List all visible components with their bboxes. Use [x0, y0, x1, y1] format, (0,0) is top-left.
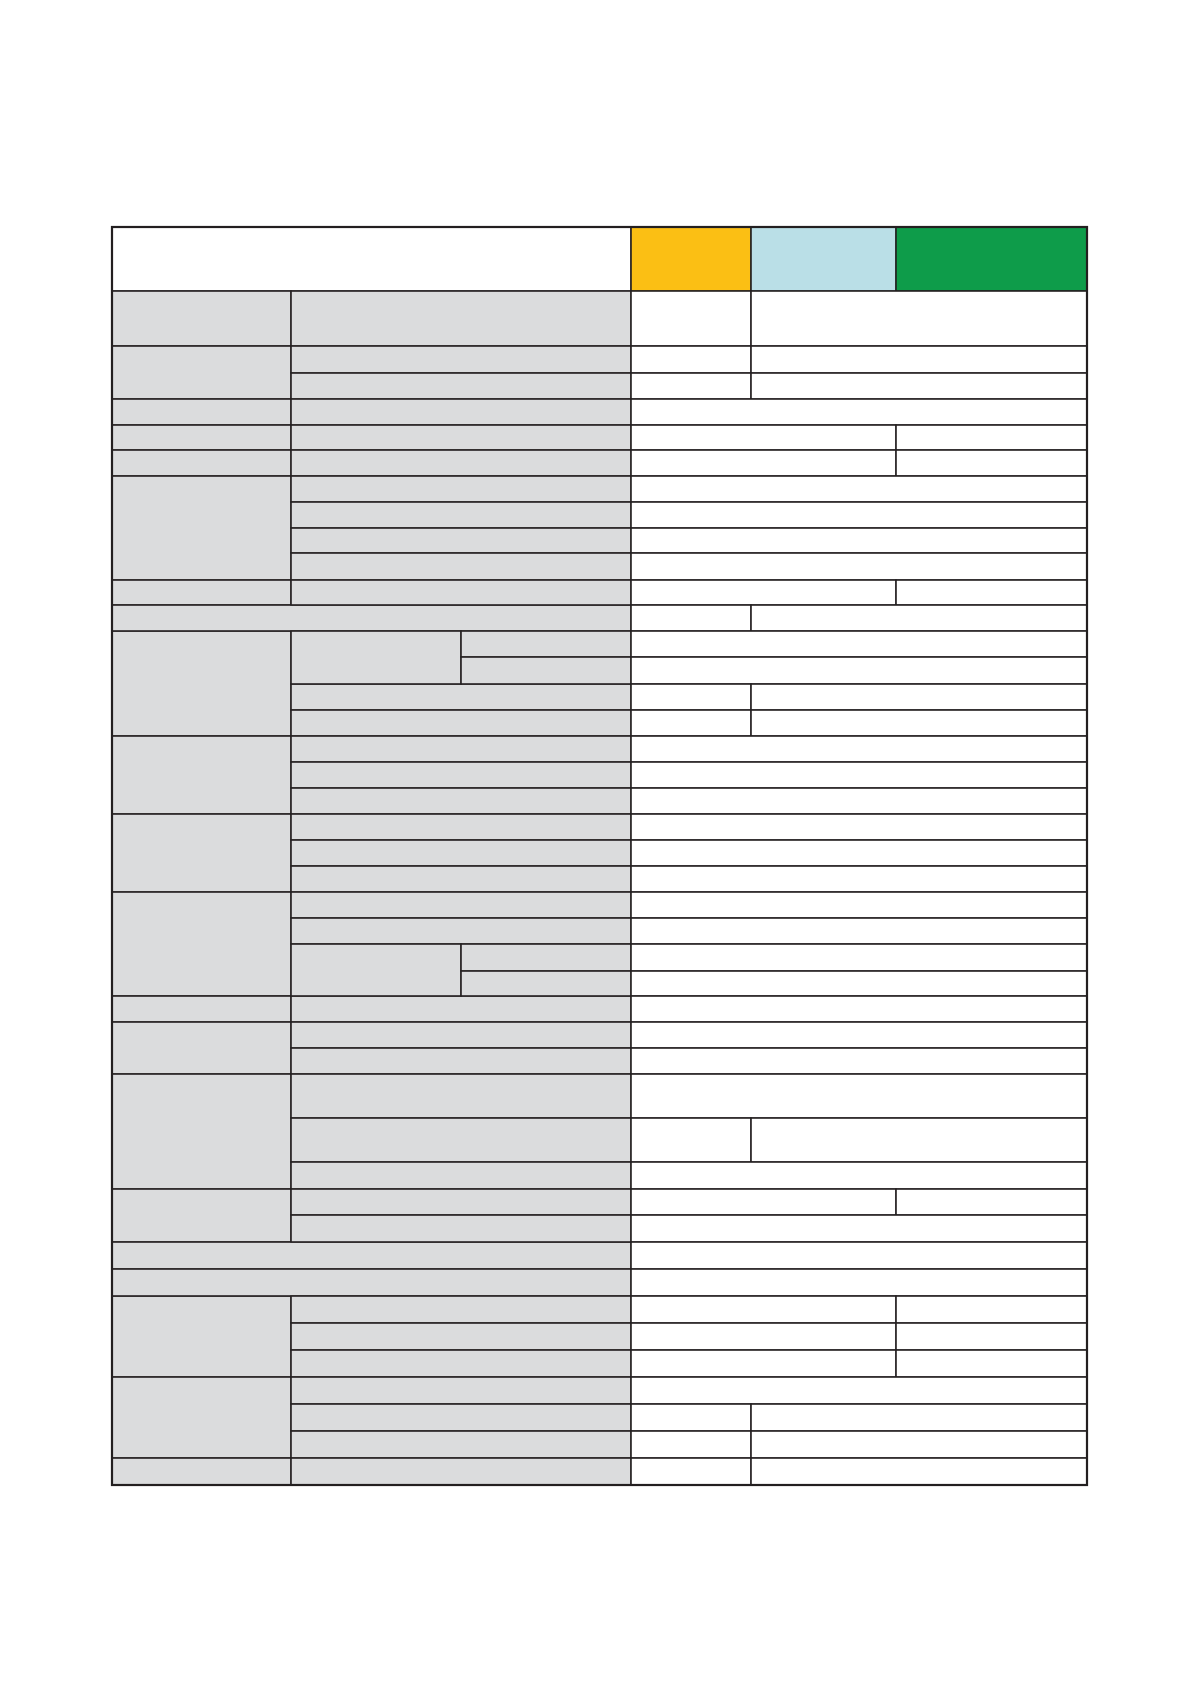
sub-label-group-cell [291, 631, 461, 684]
value-cell [896, 580, 1087, 605]
value-cell [896, 425, 1087, 450]
value-cell [896, 450, 1087, 476]
value-cell [631, 1458, 751, 1485]
value-cell [631, 373, 751, 399]
value-cell [751, 684, 1087, 710]
group-label-cell [112, 736, 291, 814]
sub-label-cell [291, 1350, 631, 1377]
value-cell [631, 918, 1087, 944]
group-label-cell [112, 814, 291, 892]
sub-sub-label-cell [461, 657, 631, 684]
sub-label-cell [291, 840, 631, 866]
sub-label-cell [291, 918, 631, 944]
group-label-cell [112, 346, 291, 399]
sub-label-cell [291, 1048, 631, 1074]
value-cell [631, 892, 1087, 918]
value-cell [631, 502, 1087, 528]
value-cell [896, 1189, 1087, 1215]
value-cell [896, 1350, 1087, 1377]
value-cell [631, 840, 1087, 866]
sub-label-cell [291, 1022, 631, 1048]
group-label-cell [112, 399, 291, 425]
header-column-1-swatch [631, 227, 751, 291]
value-cell [631, 944, 1087, 971]
value-cell [631, 476, 1087, 502]
value-cell [751, 291, 1087, 346]
header-column-3-swatch [896, 227, 1087, 291]
sub-label-cell [291, 580, 631, 605]
group-label-cell [112, 631, 291, 736]
group-label-cell [112, 1189, 291, 1242]
sub-sub-label-cell [461, 944, 631, 971]
sub-label-cell [291, 1431, 631, 1458]
sub-label-cell [291, 346, 631, 373]
sub-label-cell [291, 1215, 631, 1242]
sub-label-cell [291, 996, 631, 1022]
sub-label-cell [291, 1458, 631, 1485]
value-cell [631, 971, 1087, 996]
group-label-cell [112, 580, 291, 605]
sub-label-cell [291, 373, 631, 399]
sub-label-cell [291, 1118, 631, 1162]
sub-label-cell [291, 710, 631, 736]
sub-label-cell [291, 1162, 631, 1189]
value-cell [751, 1118, 1087, 1162]
value-cell [631, 1162, 1087, 1189]
group-label-cell [112, 892, 291, 996]
value-cell [896, 1296, 1087, 1323]
value-cell [631, 1296, 896, 1323]
sub-label-cell [291, 1074, 631, 1118]
value-cell [631, 291, 751, 346]
full-label-cell [112, 1269, 631, 1296]
sub-label-cell [291, 684, 631, 710]
value-cell [631, 1215, 1087, 1242]
sub-label-cell [291, 1323, 631, 1350]
group-label-cell [112, 450, 291, 476]
sub-label-cell [291, 814, 631, 840]
group-label-cell [112, 291, 291, 346]
sub-label-cell [291, 788, 631, 814]
value-cell [631, 1048, 1087, 1074]
group-label-cell [112, 1074, 291, 1189]
value-cell [751, 1431, 1087, 1458]
value-cell [631, 450, 896, 476]
value-cell [631, 1189, 896, 1215]
value-cell [631, 1269, 1087, 1296]
sub-sub-label-cell [461, 971, 631, 996]
value-cell [751, 373, 1087, 399]
value-cell [631, 1323, 896, 1350]
value-cell [631, 631, 1087, 657]
group-label-cell [112, 425, 291, 450]
sub-label-cell [291, 1189, 631, 1215]
sub-label-cell [291, 528, 631, 553]
header-column-2-swatch [751, 227, 896, 291]
full-label-cell [112, 1242, 631, 1269]
sub-label-cell [291, 399, 631, 425]
value-cell [631, 866, 1087, 892]
group-label-cell [112, 996, 291, 1022]
sub-label-group-cell [291, 944, 461, 996]
sub-label-cell [291, 1296, 631, 1323]
value-cell [631, 1242, 1087, 1269]
sub-label-cell [291, 892, 631, 918]
value-cell [631, 710, 751, 736]
value-cell [631, 553, 1087, 580]
header-title-cell [112, 227, 631, 291]
sub-label-cell [291, 762, 631, 788]
group-label-cell [112, 1458, 291, 1485]
value-cell [751, 1458, 1087, 1485]
value-cell [631, 580, 896, 605]
sub-label-cell [291, 291, 631, 346]
sub-label-cell [291, 476, 631, 502]
value-cell [631, 762, 1087, 788]
value-cell [631, 1118, 751, 1162]
group-label-cell [112, 1377, 291, 1458]
sub-label-cell [291, 450, 631, 476]
value-cell [631, 657, 1087, 684]
value-cell [631, 1431, 751, 1458]
value-cell [631, 346, 751, 373]
value-cell [751, 346, 1087, 373]
sub-label-cell [291, 1377, 631, 1404]
sub-label-cell [291, 736, 631, 762]
sub-label-cell [291, 1404, 631, 1431]
value-cell [631, 399, 1087, 425]
value-cell [631, 736, 1087, 762]
value-cell [631, 1074, 1087, 1118]
group-label-cell [112, 476, 291, 580]
value-cell [631, 1350, 896, 1377]
value-cell [631, 528, 1087, 553]
value-cell [631, 996, 1087, 1022]
sub-sub-label-cell [461, 631, 631, 657]
value-cell [631, 1404, 751, 1431]
value-cell [631, 425, 896, 450]
value-cell [631, 605, 751, 631]
sub-label-cell [291, 502, 631, 528]
value-cell [631, 684, 751, 710]
value-cell [631, 1022, 1087, 1048]
value-cell [631, 1377, 1087, 1404]
group-label-cell [112, 1296, 291, 1377]
value-cell [896, 1323, 1087, 1350]
value-cell [751, 1404, 1087, 1431]
full-label-cell [112, 605, 631, 631]
group-label-cell [112, 1022, 291, 1074]
sub-label-cell [291, 866, 631, 892]
value-cell [631, 788, 1087, 814]
sub-label-cell [291, 553, 631, 580]
value-cell [751, 605, 1087, 631]
value-cell [631, 814, 1087, 840]
value-cell [751, 710, 1087, 736]
sub-label-cell [291, 425, 631, 450]
